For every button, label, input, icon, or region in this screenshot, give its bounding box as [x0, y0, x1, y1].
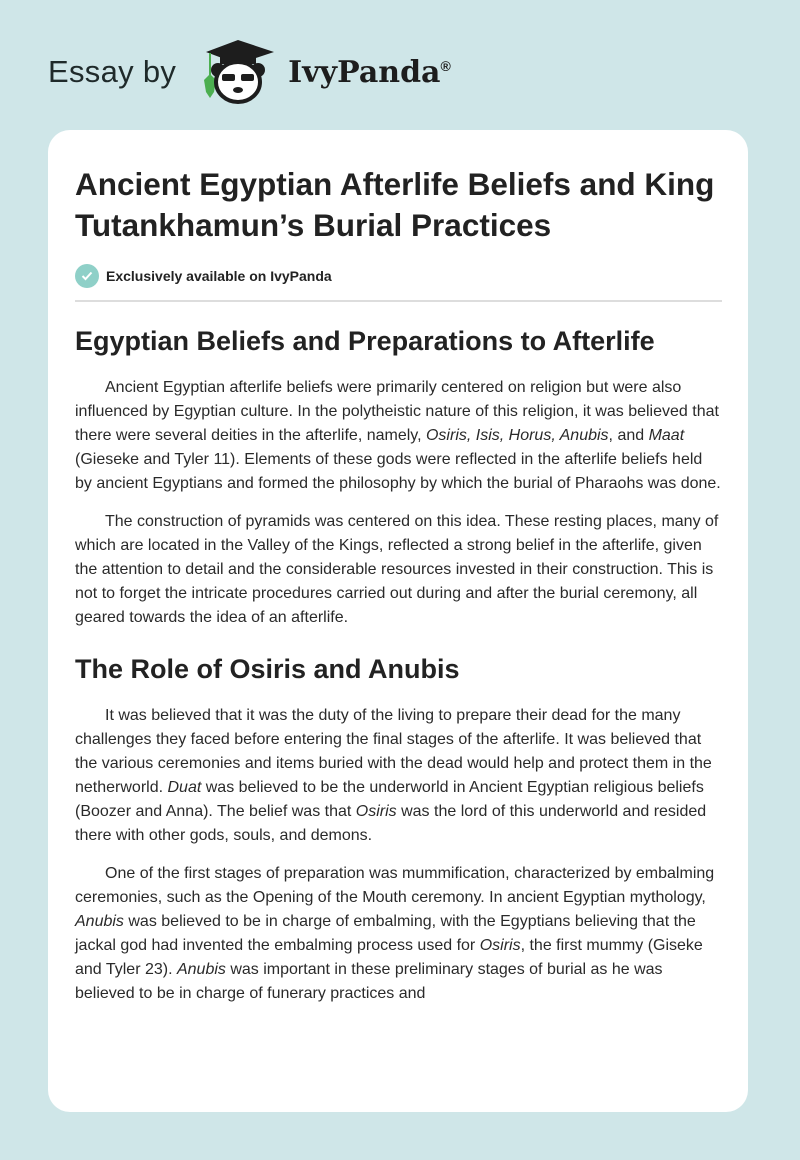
essay-title: Ancient Egyptian Afterlife Beliefs and King Tutankhamun’s Burial Practices	[75, 166, 715, 243]
essay-by-label: Essay by	[48, 54, 177, 89]
essay-card	[48, 130, 748, 1112]
section-heading: Egyptian Beliefs and Preparations to Afterlife	[75, 326, 655, 356]
brand-name[interactable]: IvyPanda®	[288, 54, 451, 90]
panda-logo-icon[interactable]	[194, 36, 280, 108]
paragraph: The construction of pyramids was centered on this idea. These resting places, many of which are located in the Valley of the Kings, reflected a strong belief in the afterlife, given the attention to detail and the considerable resources invested in their construction. This is not to forget the intricate procedures carried out during and after the burial ceremony, all geared towards the idea of an afterlife.	[75, 513, 719, 626]
paragraph: One of the first stages of preparation was mummification, characterized by embalming ceremonies, such as the Opening of the Mouth ceremony. In ancient Egyptian mythology, Anubis was believed to be in charge of embalming, with the Egyptians believing that the jackal god had invented the embalming process used for Osiris, the first mummy (Giseke and Tyler 23). Anubis was important in these preliminary stages of burial as he was believed to be in charge of funerary practices and	[75, 865, 715, 1002]
section-heading: The Role of Osiris and Anubis	[75, 654, 460, 684]
exclusive-badge	[75, 264, 722, 288]
paragraph: Ancient Egyptian afterlife beliefs were primarily centered on religion but were also influenced by Egyptian culture. In the polytheistic nature of this religion, it was believed that there were several deities in the afterlife, namely, Osiris, Isis, Horus, Anubis, and Maat (Gieseke and Tyler 11). Elements of these gods were reflected in the afterlife beliefs held by ancient Egyptians and formed the philosophy by which the burial of Pharaohs was done.	[75, 379, 721, 492]
site-header	[48, 36, 451, 108]
checkmark-icon	[75, 264, 99, 288]
exclusive-label: Exclusively available on IvyPanda	[106, 268, 332, 284]
divider	[75, 300, 722, 302]
paragraph: It was believed that it was the duty of the living to prepare their dead for the many challenges they faced before entering the final stages of the afterlife. It was believed that the various ceremonies and items buried with the dead would help and protect them in the netherworld. Duat was believed to be the underworld in Ancient Egyptian religious beliefs (Boozer and Anna). The belief was that Osiris was the lord of this underworld and resided there with other gods, souls, and demons.	[75, 707, 712, 844]
